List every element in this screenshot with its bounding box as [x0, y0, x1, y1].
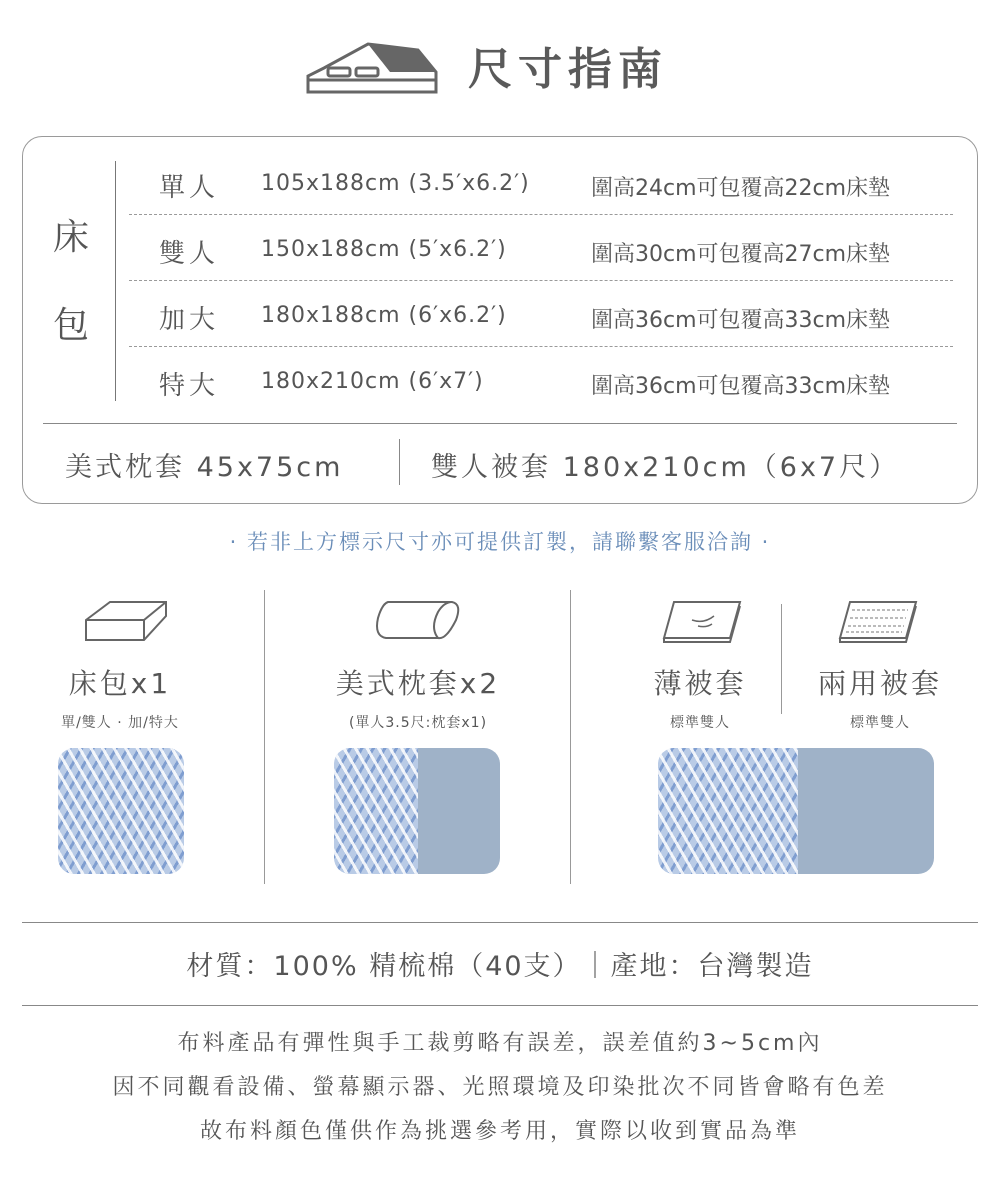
size-note: 圍高36cm可包覆高33cm床墊 — [591, 374, 891, 399]
thin-duvet-icon — [660, 598, 744, 648]
size-table — [22, 136, 978, 504]
fitted-sheet-icon — [80, 598, 172, 648]
product-subtitle: 單/雙人 · 加/特大 — [61, 715, 179, 731]
divider — [22, 922, 978, 923]
size-name: 雙人 — [159, 239, 220, 269]
bed-label-char: 包 — [53, 305, 90, 346]
fabric-swatch — [658, 748, 934, 874]
size-dimension: 105x188cm (3.5′x6.2′) — [261, 171, 530, 196]
disclaimer-line: 布料產品有彈性與手工裁剪略有誤差，誤差值約3~5cm內 — [177, 1031, 823, 1056]
solid-fabric — [418, 748, 500, 874]
pattern-fabric — [334, 748, 418, 874]
disclaimer-line: 故布料顏色僅供作為挑選參考用，實際以收到實品為準 — [199, 1119, 800, 1144]
quilted-duvet-icon — [836, 598, 920, 648]
pillow-icon — [372, 598, 462, 646]
product-title: 薄被套 — [653, 667, 747, 700]
divider — [22, 1005, 978, 1006]
divider — [115, 161, 116, 401]
bed-icon — [304, 38, 440, 98]
product-subtitle: 標準雙人 — [670, 715, 730, 731]
divider — [43, 423, 957, 424]
size-dimension: 150x188cm (5′x6.2′) — [261, 237, 507, 262]
size-row — [129, 347, 953, 413]
divider — [399, 439, 400, 485]
pattern-fabric — [658, 748, 798, 874]
duvet-size: 雙人被套 180x210cm（6x7尺） — [431, 452, 900, 483]
product-title: 床包x1 — [68, 667, 172, 700]
bed-label-char: 床 — [53, 217, 90, 258]
size-name: 加大 — [159, 305, 220, 335]
divider — [264, 590, 265, 884]
size-dimension: 180x188cm (6′x6.2′) — [261, 303, 507, 328]
product-subtitle: 標準雙人 — [850, 715, 910, 731]
product-title: 兩用被套 — [817, 667, 942, 700]
material-info: 材質：100% 精梳棉（40支）｜產地：台灣製造 — [186, 951, 814, 982]
size-row — [129, 149, 953, 215]
header — [0, 30, 1000, 110]
size-name: 特大 — [159, 371, 220, 401]
size-name: 單人 — [159, 173, 220, 203]
custom-order-note: · 若非上方標示尺寸亦可提供訂製，請聯繫客服洽詢 · — [229, 530, 771, 554]
pillowcase-size: 美式枕套 45x75cm — [65, 452, 344, 483]
product-title: 美式枕套x2 — [335, 667, 501, 700]
size-dimension: 180x210cm (6′x7′) — [261, 369, 484, 394]
size-note: 圍高24cm可包覆高22cm床墊 — [591, 176, 891, 201]
size-row — [129, 215, 953, 281]
fabric-swatch — [58, 748, 184, 874]
disclaimer-line: 因不同觀看設備、螢幕顯示器、光照環境及印染批次不同皆會略有色差 — [112, 1075, 888, 1100]
divider — [570, 590, 571, 884]
size-note: 圍高36cm可包覆高33cm床墊 — [591, 308, 891, 333]
fabric-swatch — [334, 748, 500, 874]
solid-fabric — [798, 748, 934, 874]
product-subtitle: (單人3.5尺:枕套x1) — [348, 715, 488, 731]
size-row — [129, 281, 953, 347]
pattern-fabric — [58, 748, 184, 874]
page-title: 尺寸指南 — [468, 44, 668, 95]
size-note: 圍高30cm可包覆高27cm床墊 — [591, 242, 891, 267]
